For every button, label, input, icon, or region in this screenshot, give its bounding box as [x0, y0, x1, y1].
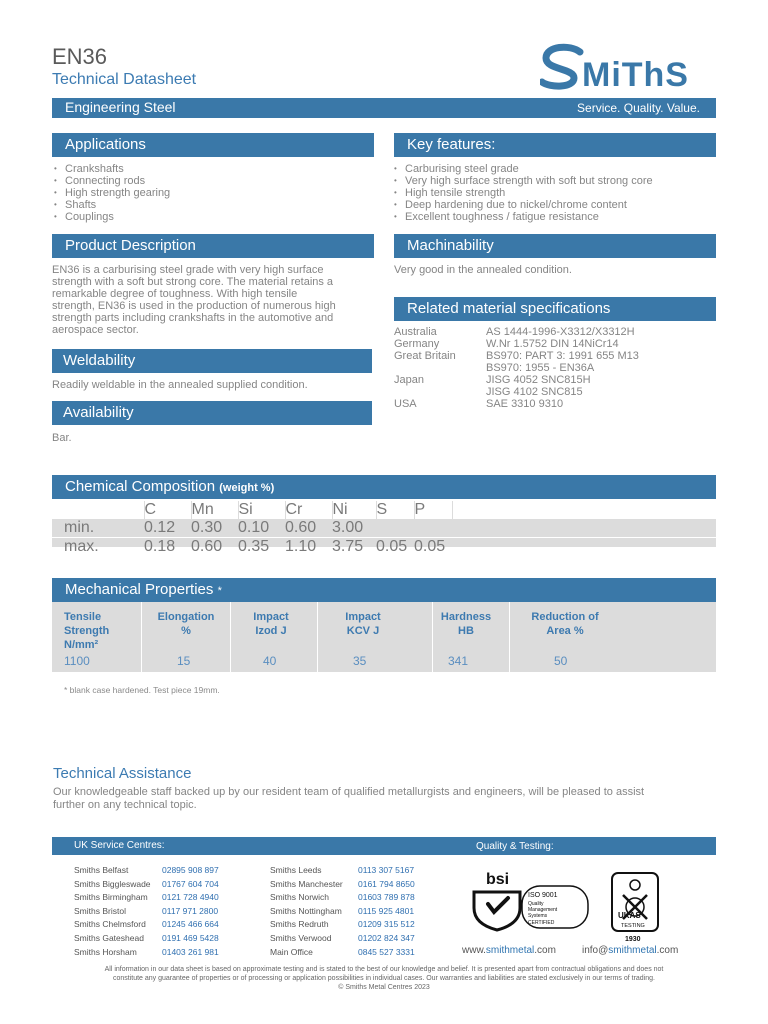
chemical-title-text: Chemical Composition	[65, 478, 216, 495]
office-row	[74, 905, 219, 919]
table-cell	[414, 519, 452, 538]
office-name: Smiths Birmingham	[74, 892, 148, 903]
office-phone[interactable]: 0117 971 2800	[162, 905, 219, 916]
bsi-mark	[470, 868, 592, 932]
bsi-certification-logo	[470, 868, 592, 932]
office-row	[74, 932, 219, 946]
spec-country: Japan	[394, 374, 424, 386]
product-description-bar	[52, 234, 374, 258]
office-name: Smiths Nottingham	[270, 905, 342, 916]
bsi-certified: CERTIFIED	[528, 920, 555, 926]
chemical-table	[52, 501, 716, 555]
mech-col	[509, 602, 716, 672]
office-phone[interactable]: 02895 908 897	[162, 865, 219, 875]
element-header: Mn	[191, 501, 238, 519]
chemical-bar	[52, 475, 716, 499]
assistance-title: Technical Assistance	[53, 765, 192, 782]
table-cell: 0.30	[191, 519, 223, 536]
mech-value: 1100	[64, 654, 90, 668]
text-line: aerospace sector.	[52, 324, 139, 336]
head-line: Elongation	[157, 611, 215, 623]
row-label: min.	[64, 519, 95, 536]
spec-value: BS970: 1955 - EN36A	[486, 362, 595, 374]
mech-col	[52, 602, 140, 672]
table-cell: 0.05	[376, 538, 408, 555]
head-line: Izod J	[255, 625, 287, 637]
category-bar	[52, 98, 716, 118]
office-row	[270, 946, 415, 960]
office-row	[74, 891, 219, 905]
office-name: Smiths Norwich	[270, 892, 330, 903]
mechanical-title	[52, 578, 716, 603]
mech-col	[230, 602, 316, 672]
machinability-bar	[394, 234, 716, 258]
head-line: N/mm²	[64, 639, 99, 651]
head-line: Reduction of	[531, 611, 599, 623]
office-row	[270, 891, 415, 905]
email-main: smithmetal	[608, 945, 657, 956]
chemical-corner	[52, 501, 144, 519]
spec-country: Germany	[394, 338, 440, 350]
office-phone[interactable]: 01767 604 704	[162, 878, 219, 889]
office-phone[interactable]: 0115 925 4801	[358, 905, 415, 916]
website-suffix: .com	[534, 945, 556, 956]
ukas-testing-logo	[610, 871, 660, 943]
key-features-list	[392, 163, 716, 223]
copyright: © Smiths Metal Centres 2023	[338, 984, 430, 991]
element-header: P	[414, 501, 452, 519]
bsi-cert: ISO 9001	[528, 892, 558, 899]
key-features-title: Key features:	[407, 136, 496, 153]
spec-value: SAE 3310 9310	[486, 398, 564, 410]
mech-col	[317, 602, 431, 672]
office-phone[interactable]: 0191 469 5428	[162, 932, 219, 943]
chemical-min-row	[52, 519, 716, 538]
mech-head	[510, 610, 620, 638]
spec-row	[394, 386, 716, 398]
mech-value: 15	[177, 654, 191, 668]
list-item: • Deep hardening due to nickel/chrome content	[392, 199, 716, 211]
spec-value: AS 1444-1996-X3312/X3312H	[486, 326, 635, 338]
related-specs-title: Related material specifications	[407, 300, 611, 317]
spec-row	[394, 350, 716, 362]
text-line: strength parts including crankshafts in the automotive and	[52, 312, 334, 324]
applications-bar	[52, 133, 374, 157]
office-phone[interactable]: 0113 307 5167	[358, 865, 415, 875]
offices-right	[270, 864, 415, 959]
element-header: Ni	[332, 501, 376, 519]
spec-country	[394, 386, 486, 398]
quality-label: Quality & Testing:	[476, 841, 554, 852]
office-name: Smiths Bristol	[74, 905, 126, 916]
mech-head	[318, 610, 408, 638]
text-line: strength, EN36 is used in the production of numerous high	[52, 300, 336, 312]
disclaimer-line: All information in our data sheet is based on approximate testing and is stated to the best of our knowledge and belief. It is presented apart from contractual obligations and does not	[104, 966, 664, 973]
product-description-title: Product Description	[65, 237, 196, 254]
list-item: • Couplings	[52, 211, 372, 223]
related-specs-list	[394, 326, 716, 410]
weldability-title: Weldability	[63, 352, 136, 369]
category-label: Engineering Steel	[65, 99, 176, 115]
text-line: remarkable degree of toughness. With high tensile	[52, 288, 298, 300]
office-phone[interactable]: 01245 466 664	[162, 919, 219, 930]
head-line: Hardness	[440, 611, 492, 623]
office-row	[74, 946, 219, 960]
office-name: Smiths Gateshead	[74, 932, 144, 943]
element-header: Si	[238, 501, 285, 519]
mechanical-footnote: * blank case hardened. Test piece 19mm.	[64, 685, 220, 695]
spec-row	[394, 326, 716, 338]
spec-row	[394, 362, 716, 374]
mech-head	[231, 610, 311, 638]
spec-value: BS970: PART 3: 1991 655 M13	[486, 350, 639, 362]
spec-country: Great Britain	[394, 350, 456, 362]
machinability-title: Machinability	[407, 237, 494, 254]
weldability-bar	[52, 349, 372, 373]
element-header: S	[376, 501, 414, 519]
grade-title: EN36	[52, 44, 108, 69]
office-name: Smiths Manchester	[270, 878, 343, 889]
head-line: HB	[458, 625, 474, 637]
spec-row	[394, 338, 716, 350]
office-row	[270, 932, 415, 946]
machinability-text: Very good in the annealed condition.	[394, 264, 572, 276]
office-row	[74, 878, 219, 892]
availability-bar	[52, 401, 372, 425]
table-cell	[376, 519, 414, 538]
office-name: Smiths Horsham	[74, 946, 137, 957]
website-link[interactable]	[462, 945, 556, 956]
list-item: • High tensile strength	[392, 187, 716, 199]
email-prefix: info@	[582, 945, 609, 956]
slogan: Service. Quality. Value.	[577, 101, 700, 115]
table-cell: 0.18	[144, 538, 176, 555]
ukas-sub: TESTING	[621, 923, 645, 929]
list-item: • Carburising steel grade	[392, 163, 716, 175]
website-prefix: www.	[462, 945, 486, 956]
weldability-text: Readily weldable in the annealed supplied condition.	[52, 379, 308, 391]
list-item: • Connecting rods	[52, 175, 372, 187]
head-line: %	[181, 625, 191, 637]
list-item: • Very high surface strength with soft but strong core	[392, 175, 716, 187]
spec-value: JISG 4052 SNC815H	[486, 374, 591, 386]
applications-title: Applications	[65, 136, 146, 153]
office-row	[270, 864, 415, 878]
chemical-header-row	[52, 501, 716, 519]
availability-title: Availability	[63, 404, 134, 421]
head-line: Impact	[253, 611, 289, 623]
mech-value: 50	[554, 654, 568, 668]
website-main: smithmetal	[485, 945, 535, 956]
footer-bar	[52, 837, 716, 855]
head-line: Tensile	[64, 611, 102, 623]
row-label: max.	[64, 538, 99, 555]
mechanical-star: *	[217, 585, 222, 597]
chemical-max-row	[52, 538, 716, 557]
mech-value: 35	[353, 654, 367, 668]
office-row	[270, 878, 415, 892]
related-specs-bar	[394, 297, 716, 321]
doc-type: Technical Datasheet	[52, 71, 197, 88]
spec-country: USA	[394, 398, 417, 410]
mechanical-table	[52, 602, 716, 672]
office-name: Smiths Verwood	[270, 932, 332, 943]
text-line: Our knowledgeable staff backed up by our resident team of qualified metallurgists and engineers, will be pleased to assist	[53, 786, 645, 798]
mech-head	[433, 610, 499, 638]
head-line: Area %	[546, 625, 584, 637]
table-cell: 0.60	[285, 519, 317, 536]
spec-country: Australia	[394, 326, 437, 338]
element-header: Cr	[285, 501, 332, 519]
disclaimer-line: constitute any guarantee of properties or of processing or application possibilities in individual cases. Our warranties and liabilities are stated exclusively in our terms of trading.	[112, 974, 655, 982]
offices-left	[74, 864, 219, 959]
applications-list	[52, 163, 372, 223]
product-description-text	[52, 264, 374, 336]
spec-value: JISG 4102 SNC815	[486, 386, 583, 398]
svg-text:MiThS: MiThS	[582, 56, 689, 94]
ukas-mark	[610, 871, 660, 943]
spec-country	[394, 362, 486, 374]
office-name: Smiths Chelmsford	[74, 919, 146, 930]
list-item: • Crankshafts	[52, 163, 372, 175]
office-name: Smiths Belfast	[74, 865, 129, 875]
key-features-bar	[394, 133, 716, 157]
office-phone[interactable]: 0161 794 8650	[358, 878, 415, 889]
office-row	[74, 918, 219, 932]
mech-head	[142, 610, 230, 638]
office-phone[interactable]: 01403 261 981	[162, 946, 219, 957]
mechanical-bar	[52, 578, 716, 602]
list-item: • High strength gearing	[52, 187, 372, 199]
spec-row	[394, 374, 716, 386]
head-line: Strength	[64, 625, 110, 637]
office-phone[interactable]: 0845 527 3331	[358, 946, 415, 957]
mech-value: 40	[263, 654, 277, 668]
availability-text: Bar.	[52, 432, 72, 444]
smiths-logo	[540, 42, 718, 94]
element-header: C	[144, 501, 191, 519]
mech-value: 341	[448, 654, 469, 668]
email-link[interactable]	[582, 945, 678, 956]
table-cell: 1.10	[285, 538, 317, 555]
text-line: EN36 is a carburising steel grade with very high surface	[52, 264, 324, 276]
office-phone[interactable]: 01603 789 878	[358, 892, 415, 903]
assistance-text	[53, 786, 717, 812]
chemical-title	[52, 475, 716, 500]
mech-col	[141, 602, 229, 672]
table-cell: 0.10	[238, 519, 270, 536]
bsi-sub: Systems	[528, 913, 548, 919]
table-cell: 0.35	[238, 538, 270, 555]
office-row	[270, 905, 415, 919]
head-line: Impact	[345, 611, 381, 623]
ukas-number: 1930	[625, 936, 641, 943]
table-cell: 3.75	[332, 538, 364, 555]
bsi-sub: Quality	[528, 901, 544, 907]
office-phone[interactable]: 01202 824 347	[358, 932, 415, 943]
list-item: • Shafts	[52, 199, 372, 211]
chemical-unit: (weight %)	[219, 482, 275, 494]
office-name: Main Office	[270, 946, 313, 957]
ukas-brand: UKAS	[618, 911, 641, 920]
mech-head	[64, 610, 109, 652]
office-row	[270, 918, 415, 932]
spec-row	[394, 398, 716, 410]
table-cell: 3.00	[332, 519, 364, 536]
chemical-filler	[452, 501, 716, 519]
list-item: • Excellent toughness / fatigue resistance	[392, 211, 716, 223]
mech-col	[432, 602, 508, 672]
office-name: Smiths Redruth	[270, 919, 329, 930]
bsi-brand: bsi	[486, 871, 510, 888]
table-cell: 0.12	[144, 519, 176, 536]
table-cell: 0.60	[191, 538, 223, 555]
uk-centres-label: UK Service Centres:	[74, 840, 165, 851]
head-line: KCV J	[346, 625, 380, 637]
office-phone[interactable]: 0121 728 4940	[162, 892, 219, 903]
mechanical-title-text: Mechanical Properties	[65, 581, 214, 598]
office-phone[interactable]: 01209 315 512	[358, 919, 415, 930]
table-cell: 0.05	[414, 538, 446, 555]
office-row	[74, 864, 219, 878]
bsi-sub: Management	[528, 907, 558, 913]
text-line: strength with a soft but strong core. The material retains a	[52, 276, 334, 288]
spec-value: W.Nr 1.5752 DIN 14NiCr14	[486, 338, 619, 350]
text-line: further on any technical topic.	[53, 799, 197, 811]
office-name: Smiths Leeds	[270, 865, 322, 875]
email-suffix: .com	[656, 945, 679, 956]
office-name: Smiths Biggleswade	[74, 878, 151, 889]
disclaimer	[40, 966, 728, 993]
